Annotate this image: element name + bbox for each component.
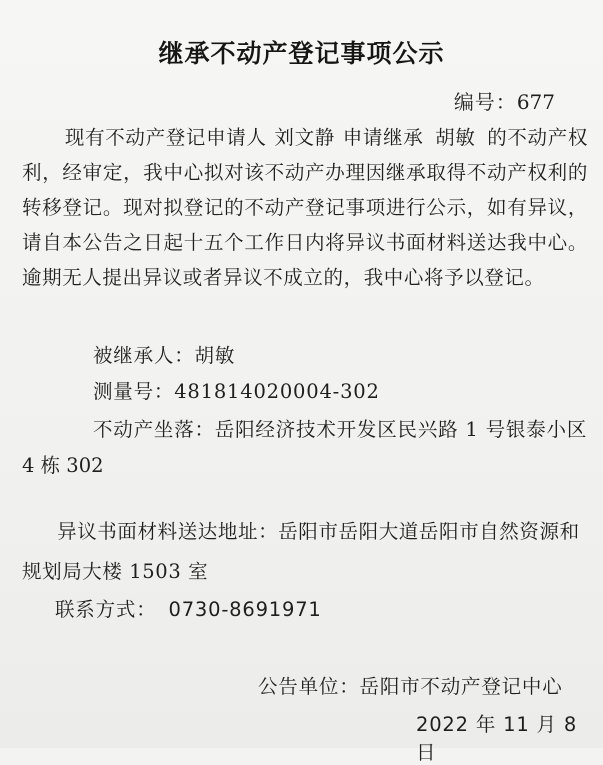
applicant-name: 刘文静 [274, 126, 335, 149]
body-intro: 现有不动产登记申请人 [64, 126, 267, 149]
body-mid: 申请继承 [342, 126, 424, 149]
deceased-item [93, 340, 235, 368]
body-rest: 的不动产权利，经审定，我中心拟对该不动产办理因继承取得不动产权利的转移登记。现对拟登记的不动产登记事项进行公示，如有异议，请自本公告之日起十五个工作日内将异议书面材料送达我中心。逾期无人提出异议或者异议不成立的，我中心将予以登记。 [22, 126, 588, 289]
delivery-value: 岳阳市岳阳大道岳阳市自然资源和规划局大楼 1503 室 [22, 520, 580, 583]
delivery-label: 异议书面材料送达地址： [57, 520, 279, 543]
address-label: 不动产坐落： [93, 418, 215, 441]
serial-value: 677 [516, 90, 555, 114]
survey-value: 481814020004-302 [174, 380, 380, 403]
address-value: 岳阳经济技术开发区民兴路 1 号银泰小区 [214, 418, 588, 441]
deceased-value: 胡敏 [194, 344, 236, 367]
notice-date: 2022 年 11 月 8 日 [416, 713, 578, 764]
serial-number [454, 86, 555, 115]
deceased-label: 被继承人： [93, 344, 195, 367]
address-item [93, 414, 588, 442]
issuer-value: 岳阳市不动产登记中心 [359, 675, 563, 698]
notice-body [22, 120, 588, 295]
survey-item [93, 376, 380, 404]
contact-phone: 0730-8691971 [168, 598, 322, 621]
address-continuation: 4 栋 302 [22, 454, 104, 477]
contact-info [55, 594, 322, 622]
notice-title: 继承不动产登记事项公示 [158, 39, 445, 68]
deceased-name-inline: 胡敏 [435, 126, 476, 149]
survey-label: 测量号： [93, 380, 175, 403]
contact-label: 联系方式： [55, 598, 157, 621]
delivery-address [22, 512, 588, 592]
issuer [258, 671, 563, 699]
serial-label: 编号： [453, 90, 517, 114]
issuer-label: 公告单位： [258, 675, 360, 698]
